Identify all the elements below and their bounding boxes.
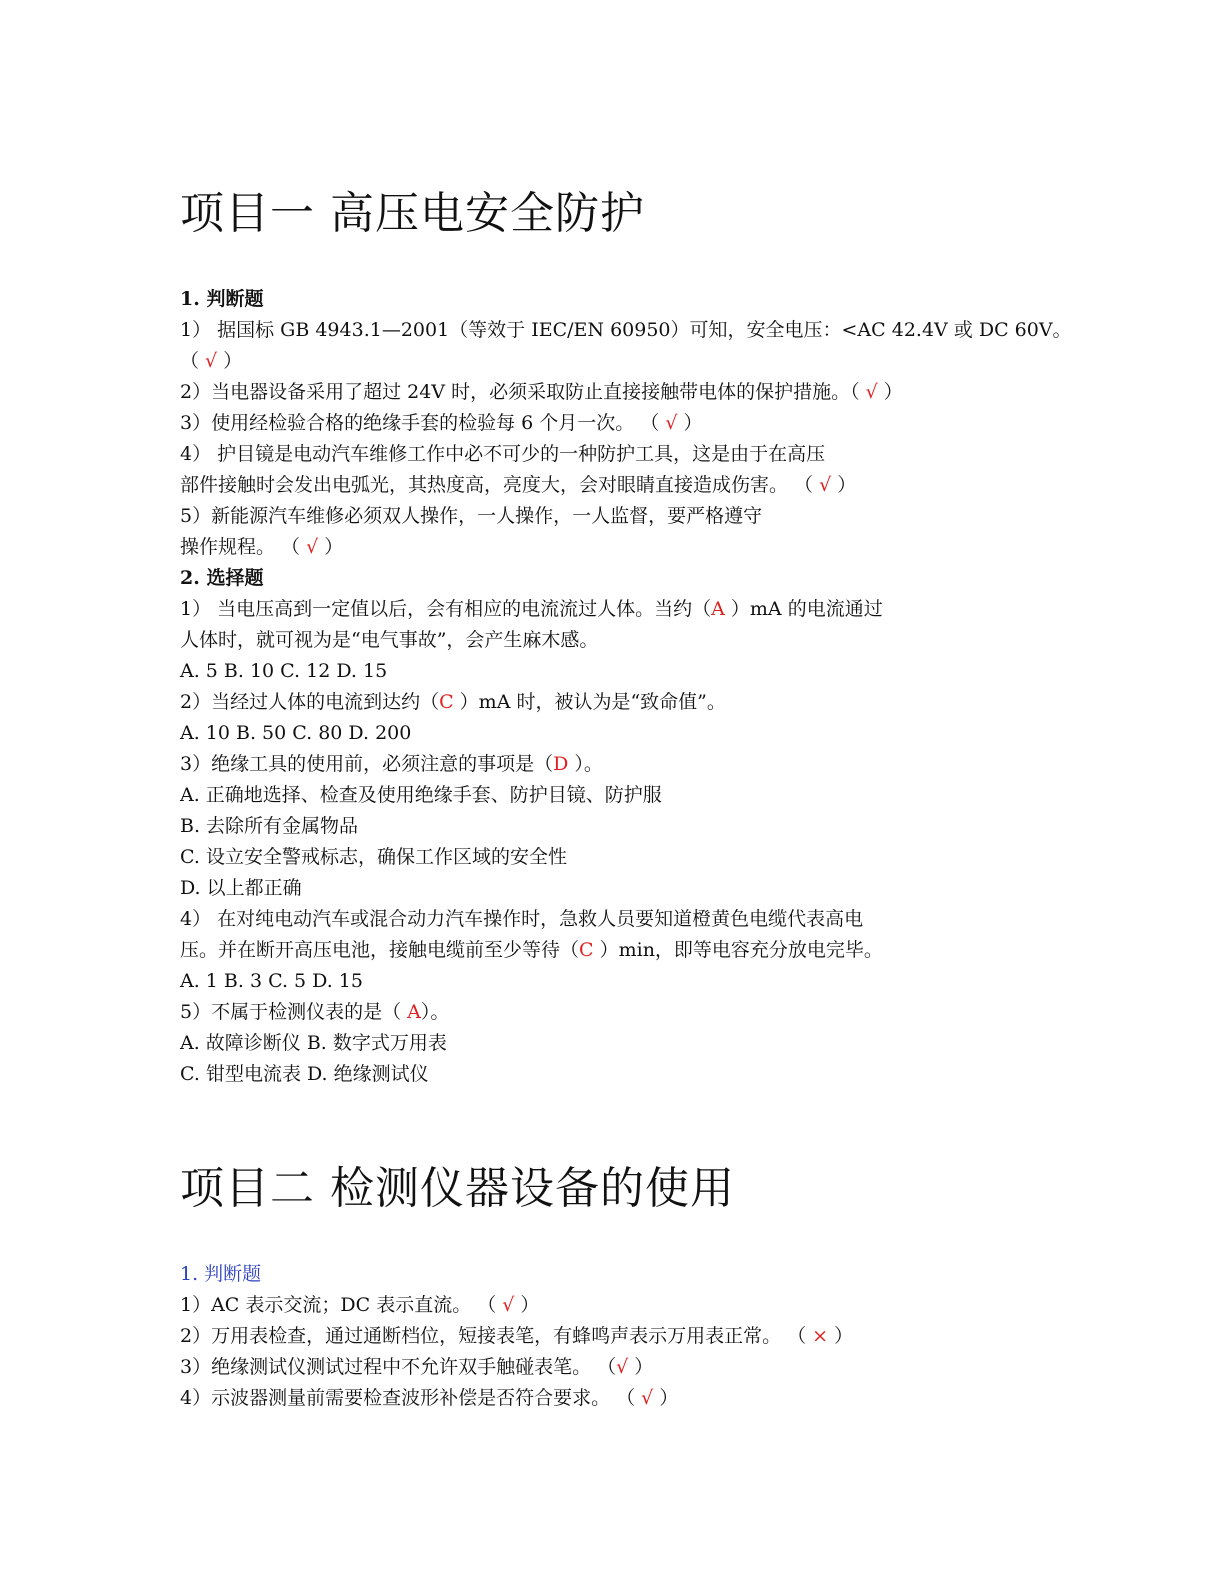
- answer-mark: √: [865, 381, 878, 403]
- question-text: 2）当经过人体的电流到达约（: [180, 691, 440, 713]
- tf-item-text: 3）使用经检验合格的绝缘手套的检验每 6 个月一次。 （: [180, 412, 666, 434]
- s2-tf-item-3: [180, 1354, 653, 1380]
- answer-mark: √: [819, 474, 832, 496]
- tf-item-text: 2）万用表检查，通过通断档位，短接表笔，有蜂鸣声表示万用表正常。 （: [180, 1325, 813, 1347]
- answer-letter: A: [711, 598, 725, 620]
- mc-option-3b: B. 去除所有金属物品: [180, 815, 359, 837]
- mc-question-3: [180, 751, 603, 777]
- question-text: ）mA 时，被认为是“致命值”。: [453, 691, 726, 713]
- mc-options-5a: A. 故障诊断仪 B. 数字式万用表: [180, 1032, 447, 1054]
- answer-mark: √: [641, 1387, 654, 1409]
- question-text: ）。: [420, 1001, 450, 1023]
- tf-item-text: ）: [653, 1387, 679, 1409]
- mc-question-4: 4） 在对纯电动汽车或混合动力汽车操作时，急救人员要知道橙黄色电缆代表高电: [180, 908, 864, 930]
- tf-item-text: 操作规程。 （: [180, 536, 307, 558]
- mc-options-2: A. 10 B. 50 C. 80 D. 200: [180, 722, 412, 744]
- question-text: 5）不属于检测仪表的是（: [180, 1001, 408, 1023]
- mc-question-1: [180, 596, 883, 622]
- mc-question-4-cont: [180, 937, 883, 963]
- question-text: ）mA 的电流通过: [724, 598, 883, 620]
- answer-mark: √: [616, 1356, 629, 1378]
- answer-mark: √: [205, 350, 218, 372]
- answer-mark: √: [665, 412, 678, 434]
- section1-mc-heading: 2. 选择题: [180, 567, 264, 589]
- mc-option-3c: C. 设立安全警戒标志，确保工作区域的安全性: [180, 846, 567, 868]
- answer-letter: C: [439, 691, 454, 713]
- tf-item-text: 4） 护目镜是电动汽车维修工作中必不可少的一种防护工具，这是由于在高压: [180, 443, 826, 465]
- question-text: 1） 当电压高到一定值以后，会有相应的电流流过人体。当约（: [180, 598, 712, 620]
- mc-question-2: [180, 689, 726, 715]
- s2-tf-item-4: [180, 1385, 678, 1411]
- mc-question-5: [180, 999, 449, 1025]
- mc-options-5b: C. 钳型电流表 D. 绝缘测试仪: [180, 1063, 429, 1085]
- tf-item-2: [180, 379, 903, 405]
- mc-option-3a: A. 正确地选择、检查及使用绝缘手套、防护目镜、防护服: [180, 784, 662, 806]
- section1-title: 项目一 高压电安全防护: [180, 188, 645, 239]
- tf-item-text: ）: [828, 1325, 854, 1347]
- tf-item-5: [180, 503, 762, 529]
- mc-option-3d: D. 以上都正确: [180, 877, 302, 899]
- tf-item-text: 1） 据国标 GB 4943.1—2001（等效于 IEC/EN 60950）可知，安全电压：<AC 42.4V 或 DC 60V。: [180, 319, 1072, 341]
- tf-item-text: ）: [628, 1356, 654, 1378]
- tf-item-text: 3）绝缘测试仪测试过程中不允许双手触碰表笔。 （: [180, 1356, 617, 1378]
- tf-item-text: 1）AC 表示交流；DC 表示直流。 （: [180, 1294, 503, 1316]
- tf-item-4: [180, 441, 825, 467]
- tf-item-text: ）: [514, 1294, 540, 1316]
- tf-item-1-cont: [180, 348, 242, 374]
- question-text: ）。: [568, 753, 603, 775]
- mc-options-4: A. 1 B. 3 C. 5 D. 15: [180, 970, 363, 992]
- mc-question-1-cont: 人体时，就可视为是“电气事故”，会产生麻木感。: [180, 629, 599, 651]
- tf-item-4-cont: [180, 472, 856, 498]
- tf-item-text: ）: [217, 350, 243, 372]
- tf-item-5-cont: [180, 534, 343, 560]
- tf-item-3: [180, 410, 703, 436]
- answer-mark: ×: [812, 1325, 829, 1347]
- tf-item-text: 4）示波器测量前需要检查波形补偿是否符合要求。 （: [180, 1387, 642, 1409]
- question-text: 压。并在断开高压电池，接触电缆前至少等待（: [180, 939, 580, 961]
- tf-item-text: ）: [877, 381, 903, 403]
- tf-item-text: ）: [831, 474, 857, 496]
- tf-item-text: ）: [318, 536, 344, 558]
- answer-letter: A: [407, 1001, 421, 1023]
- tf-item-1: [180, 317, 1072, 343]
- tf-item-text: 2）当电器设备采用了超过 24V 时，必须采取防止直接接触带电体的保护措施。（: [180, 381, 866, 403]
- answer-mark: √: [306, 536, 319, 558]
- tf-item-text: 部件接触时会发出电弧光，其热度高，亮度大，会对眼睛直接造成伤害。 （: [180, 474, 820, 496]
- tf-item-text: （: [180, 350, 206, 372]
- answer-letter: D: [553, 753, 569, 775]
- section1-tf-heading: 1. 判断题: [180, 288, 264, 310]
- s2-tf-item-1: [180, 1292, 539, 1318]
- tf-item-text: 5）新能源汽车维修必须双人操作，一人操作，一人监督，要严格遵守: [180, 505, 763, 527]
- section2-title: 项目二 检测仪器设备的使用: [180, 1163, 735, 1214]
- tf-item-text: ）: [677, 412, 703, 434]
- question-text: ）min，即等电容充分放电完毕。: [593, 939, 883, 961]
- question-text: 3）绝缘工具的使用前，必须注意的事项是（: [180, 753, 554, 775]
- answer-mark: √: [502, 1294, 515, 1316]
- s2-tf-item-2: [180, 1323, 853, 1349]
- section2-tf-heading: 1. 判断题: [180, 1263, 262, 1285]
- mc-options-1: A. 5 B. 10 C. 12 D. 15: [180, 660, 388, 682]
- answer-letter: C: [579, 939, 594, 961]
